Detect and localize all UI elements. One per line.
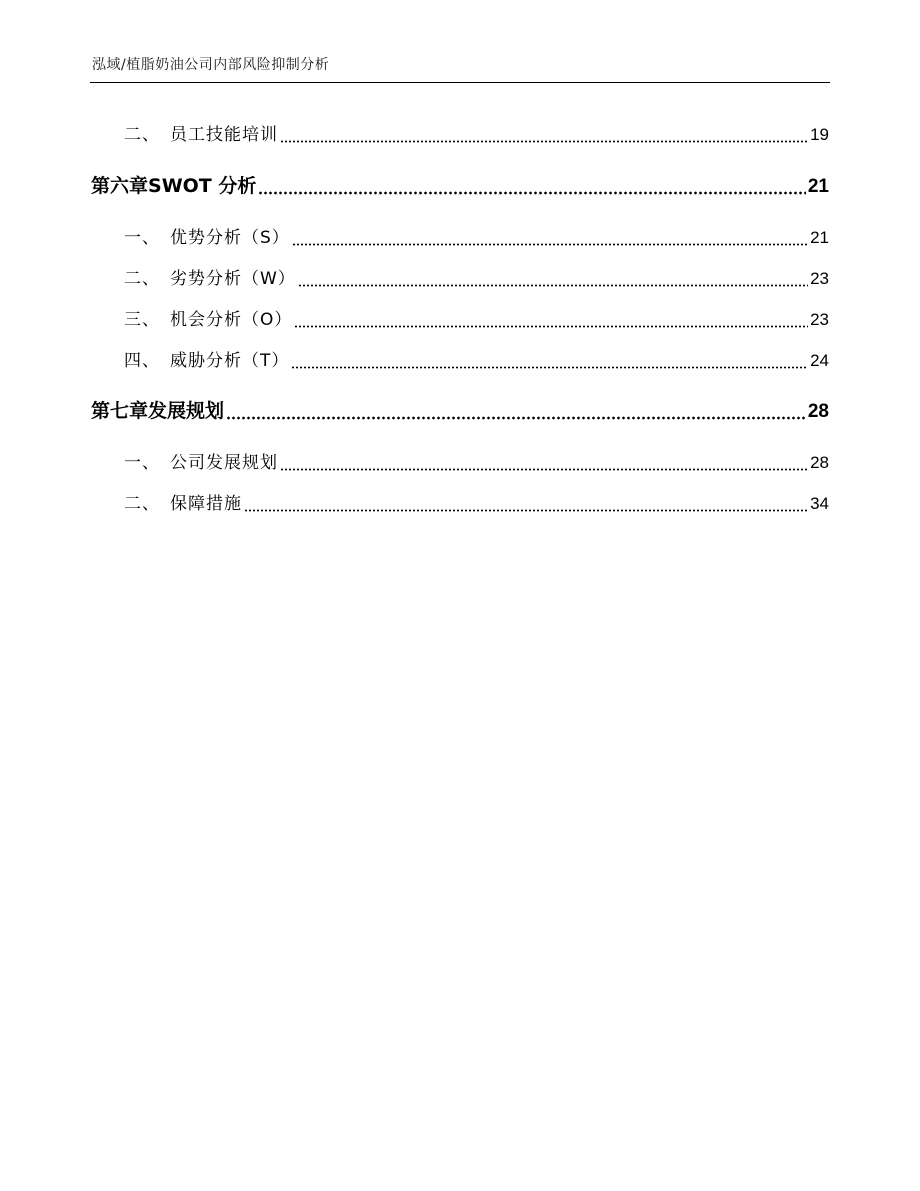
toc-dot-leader [258, 179, 805, 195]
toc-entry[interactable] [124, 492, 829, 516]
toc-entry-number: 一、 [124, 453, 160, 473]
toc-dot-leader [292, 230, 808, 246]
toc-entry-page: 19 [810, 125, 829, 144]
toc-entry-number: 三、 [124, 310, 160, 330]
toc-entry[interactable] [124, 267, 829, 291]
toc-entry[interactable] [124, 308, 829, 332]
toc-entry-title: 优势分析（S） [170, 228, 290, 248]
toc-entry-page: 24 [810, 351, 829, 370]
toc-dot-leader [280, 455, 808, 471]
toc-entry-page: 23 [810, 269, 829, 288]
toc-dot-leader [298, 271, 808, 287]
toc-entry-title: 威胁分析（T） [170, 351, 290, 371]
toc-entry-page: 21 [810, 228, 829, 247]
toc-chapter-title: 发展规划 [148, 400, 225, 422]
toc-entry-number: 二、 [124, 125, 160, 145]
toc-entry-title: 公司发展规划 [170, 453, 278, 473]
toc-entry-number: 四、 [124, 351, 160, 371]
header-rule [90, 82, 830, 83]
toc-entry-title: 员工技能培训 [170, 125, 278, 145]
toc-chapter-page: 21 [807, 176, 829, 197]
toc-entry-number: 二、 [124, 494, 160, 514]
toc-chapter-entry[interactable] [91, 399, 829, 424]
toc-dot-leader [244, 496, 808, 512]
toc-chapter-page: 28 [807, 401, 829, 422]
page-header: 泓域/植脂奶油公司内部风险抑制分析 [92, 57, 330, 73]
toc-entry-page: 23 [810, 310, 829, 329]
toc-chapter-entry[interactable] [91, 174, 829, 199]
toc-entry[interactable] [124, 349, 829, 373]
toc-chapter-number: 第七章 [91, 400, 149, 422]
toc-entry[interactable] [124, 226, 829, 250]
toc-dot-leader [294, 312, 808, 328]
toc-entry[interactable] [124, 451, 829, 475]
toc-dot-leader [291, 353, 808, 369]
toc-chapter-title: SWOT 分析 [148, 175, 257, 197]
toc-entry[interactable] [124, 123, 829, 147]
toc-entry-title: 劣势分析（W） [170, 269, 296, 289]
toc-entry-page: 34 [810, 494, 829, 513]
toc-entry-number: 二、 [124, 269, 160, 289]
toc-entry-number: 一、 [124, 228, 160, 248]
toc-entry-title: 机会分析（O） [170, 310, 293, 330]
toc-dot-leader [226, 404, 806, 420]
toc-entry-title: 保障措施 [170, 494, 242, 514]
toc-dot-leader [280, 127, 808, 143]
toc-entry-page: 28 [810, 453, 829, 472]
toc-chapter-number: 第六章 [91, 175, 149, 197]
